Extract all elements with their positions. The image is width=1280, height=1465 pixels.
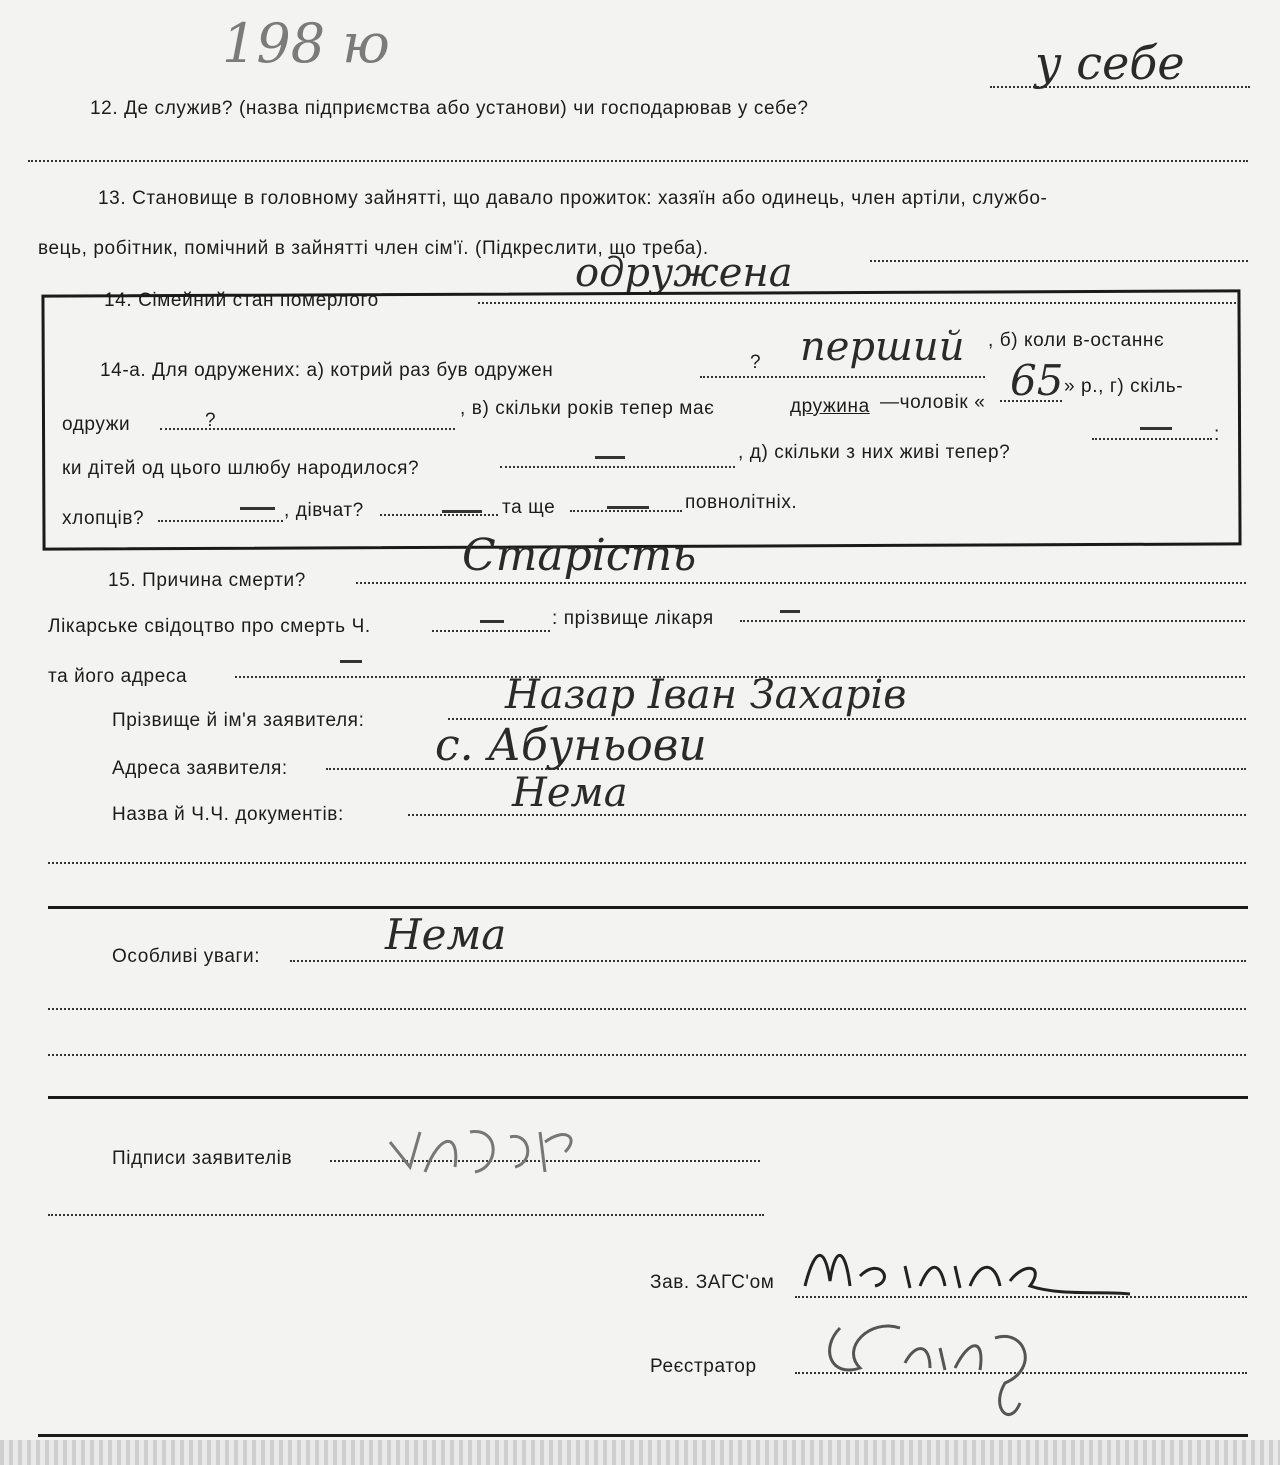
applicant-signature (380, 1112, 620, 1192)
q14-answer: одружена (575, 250, 793, 296)
head-signature (800, 1236, 1140, 1306)
q14a-girls-line (380, 514, 498, 516)
medical-doctor-answer-dash (780, 610, 800, 613)
notes-answer: Нема (385, 910, 507, 959)
signatures-line-2 (48, 1214, 764, 1216)
head-of-registry-label: Зав. ЗАГС'ом (650, 1272, 775, 1293)
applicant-name-label: Прізвище й ім'я заявителя: (112, 710, 365, 731)
q14a-d-answer-dash (1140, 427, 1172, 430)
bottom-rule (38, 1434, 1248, 1437)
q12-label: 12. Де служив? (назва підприємства або установи) чи господарював у себе? (90, 98, 809, 119)
section-rule-1 (48, 906, 1248, 909)
q14a-adults-answer-dash (607, 506, 649, 509)
medical-address-mark (340, 660, 362, 663)
q14-label: 14. Сімейний стан померлого (104, 290, 379, 311)
registrar-label: Реєстратор (650, 1356, 757, 1377)
applicant-address-answer: с. Абуньови (435, 720, 707, 771)
applicant-extra-line (48, 862, 1246, 864)
q14a-v-label: , в) скільки років тепер має (460, 398, 715, 419)
q14a-a-mark: ? (750, 352, 762, 373)
applicant-name-answer: Назар Іван Захарів (505, 672, 907, 718)
q14a-boys-label: хлопців? (62, 508, 145, 529)
q14a-b-mark: ? (205, 410, 217, 431)
section-rule-2 (48, 1096, 1248, 1099)
q14a-adults-label: та ще (502, 497, 556, 518)
q14a-b-cont: одружи (62, 414, 131, 435)
q14a-boys-answer-dash (240, 507, 275, 510)
q14a-a-label: 14-а. Для одружених: а) котрий раз був одружен (100, 360, 554, 381)
notes-line-1 (290, 960, 1246, 962)
signatures-label: Підписи заявителів (112, 1148, 293, 1169)
q14a-v-answer: 65 (1010, 356, 1064, 405)
q14a-a-answer: перший (800, 324, 965, 370)
q15-answer-line (356, 582, 1246, 584)
q12-answer: у себе (1035, 36, 1185, 90)
q14a-girls-label: , дівчат? (284, 500, 364, 521)
q12-continuation-line (28, 160, 1248, 162)
q14a-d-line (1092, 438, 1212, 440)
pencil-note: 198 ю (222, 12, 390, 75)
notes-label: Особливі уваги: (112, 946, 261, 967)
applicant-docs-answer: Нема (512, 770, 628, 816)
q14a-g-cont: ки дітей од цього шлюбу народилося? (62, 458, 420, 479)
q13-answer-line (870, 260, 1248, 262)
notes-line-3 (48, 1054, 1246, 1056)
q14a-d-colon: : (1214, 424, 1220, 445)
q14a-adults-suffix: повнолітніх. (685, 492, 798, 513)
medical-doctor-label: : прізвище лікаря (552, 608, 714, 629)
registrar-signature (810, 1308, 1110, 1438)
q14a-d-label: , д) скільки з них живі тепер? (738, 442, 1011, 463)
q15-label: 15. Причина смерти? (108, 570, 306, 591)
q14a-g-line (500, 466, 735, 468)
q13-line2: вець, робітник, помічний в зайнятті член сім'ї. (Підкреслити, що треба). (38, 238, 709, 259)
torn-bottom-edge (0, 1440, 1280, 1465)
q14a-v-underlined: дружина (790, 396, 870, 417)
q14a-adults-line (570, 510, 682, 512)
q14a-v-rest: —чоловік « (880, 392, 986, 413)
applicant-docs-label: Назва й Ч.Ч. документів: (112, 804, 344, 825)
applicant-address-label: Адреса заявителя: (112, 758, 288, 779)
medical-cert-line (432, 630, 550, 632)
medical-doctor-line (740, 620, 1245, 622)
q14a-a-line (700, 376, 985, 378)
medical-address-label: та його адреса (48, 666, 188, 687)
q14a-b-label: , б) коли в-останнє (988, 330, 1165, 351)
q15-answer: Старість (462, 530, 697, 581)
medical-cert-answer-dash (480, 620, 504, 623)
medical-cert-label: Лікарське свідоцтво про смерть Ч. (48, 616, 371, 637)
q14a-v-suffix: » р., г) скіль- (1064, 376, 1184, 397)
notes-line-2 (48, 1008, 1246, 1010)
q14a-boys-line (158, 520, 283, 522)
q14a-girls-answer-dash (442, 510, 482, 513)
q13-line1: 13. Становище в головному зайнятті, що давало прожиток: хазяїн або одинець, член артіли, службо- (98, 188, 1048, 209)
q14a-g-answer-dash (595, 456, 625, 459)
